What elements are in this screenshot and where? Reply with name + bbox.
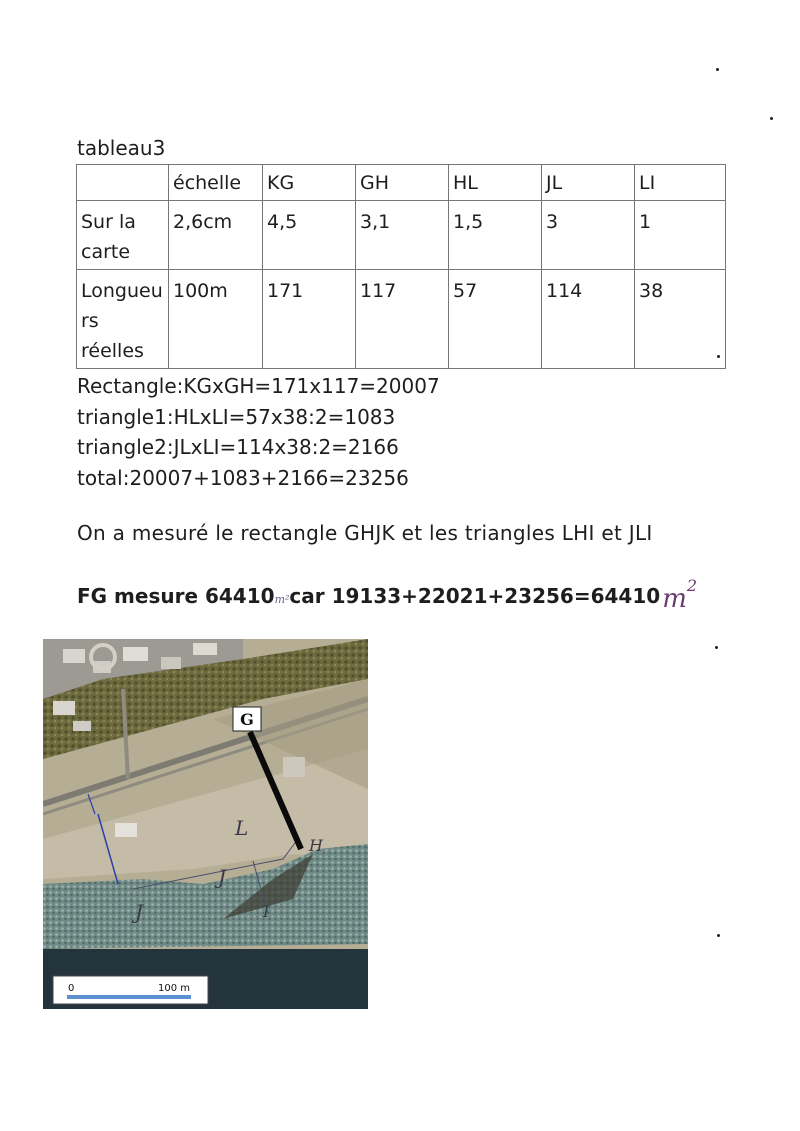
calc-line-total: total:20007+1083+2166=23256 [77,465,409,490]
scan-speck [715,646,718,649]
aerial-map-image [43,639,368,1009]
handwritten-unit: m [662,584,687,614]
table-cell: 114 [542,270,635,369]
table-cell: 100m [169,270,263,369]
scan-speck [770,117,773,120]
table-cell: 3,1 [356,201,449,270]
label-h: H [309,836,323,855]
label-i: I [263,902,270,921]
scale-start-label: 0 [68,983,75,994]
table-cell: 38 [635,270,726,369]
fg-text-part1: FG mesure 64410 [77,584,275,608]
label-j-left: J [135,900,144,924]
table-cell: 117 [356,270,449,369]
measured-sentence: On a mesuré le rectangle GHJK et les triangles LHI et JLI [77,521,653,545]
calc-line-triangle1: triangle1:HLxLI=57x38:2=1083 [77,404,396,429]
table-cell: 4,5 [263,201,356,270]
handwritten-exponent: 2 [686,576,698,595]
table-cell: 171 [263,270,356,369]
table-cell: Sur la carte [77,201,169,270]
table-row [77,270,726,369]
table-cell: 57 [449,270,542,369]
aerial-map [43,639,368,1009]
table-header-cell: HL [449,165,542,201]
scale-bar-fill [67,995,191,999]
table-cell: 2,6cm [169,201,263,270]
table-cell: Longueu rs réelles [77,270,169,369]
scale-end-label: 100 m [158,983,191,994]
measurements-table [76,164,726,369]
fg-result-line [77,576,698,614]
table-cell: 1,5 [449,201,542,270]
scan-speck [716,68,719,71]
calculation-lines [77,371,440,493]
fg-text-part2: car 19133+22021+23256=64410 [289,584,661,608]
table-header-cell: GH [356,165,449,201]
calc-line-rectangle: Rectangle:KGxGH=171x117=20007 [77,374,440,398]
calc-line-triangle2: triangle2:JLxLI=114x38:2=2166 [77,435,399,459]
label-l: L [235,816,249,840]
handwritten-unit-small: m² [274,593,290,606]
table-header-cell [77,165,169,201]
table-header-cell: JL [542,165,635,201]
table-header-row [77,165,726,201]
table-row [77,201,726,270]
table-cell: 3 [542,201,635,270]
scan-speck [717,355,720,358]
scan-speck [717,934,720,937]
g-label: G [240,710,254,729]
table-caption: tableau3 [77,136,166,160]
table-header-cell: échelle [169,165,263,201]
label-j-center: J [218,865,227,889]
table-header-cell: LI [635,165,726,201]
table-cell: 1 [635,201,726,270]
table-header-cell: KG [263,165,356,201]
